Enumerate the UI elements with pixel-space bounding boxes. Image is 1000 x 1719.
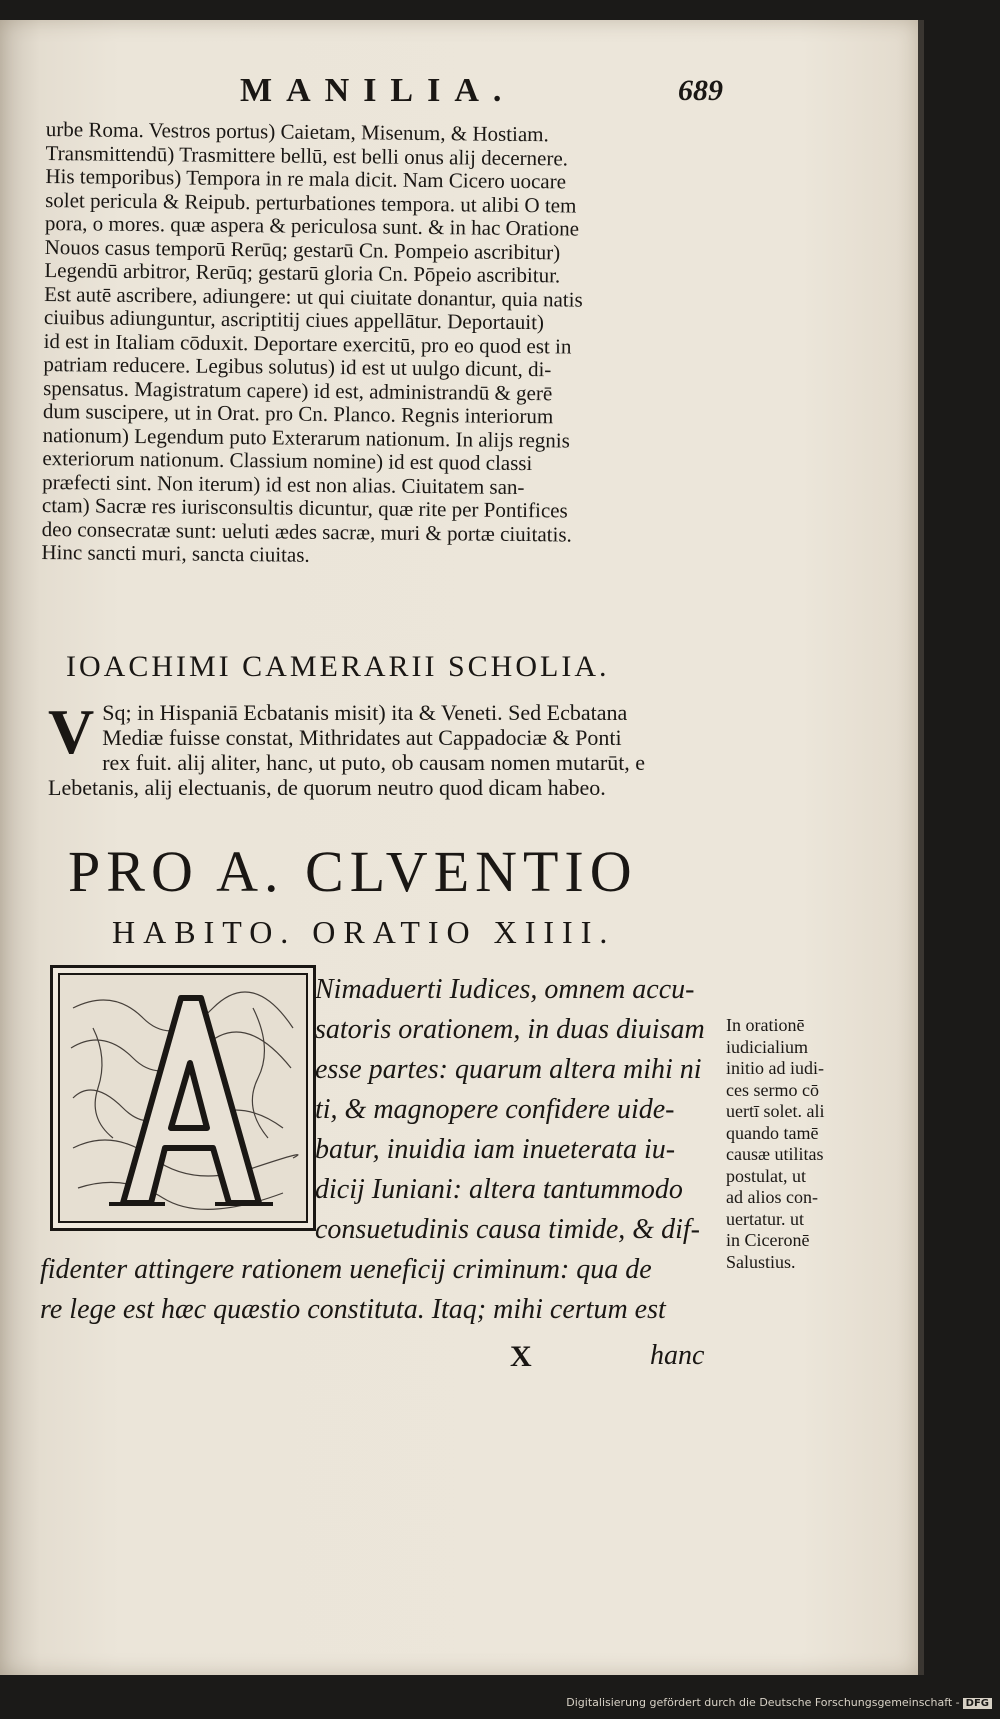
marginal-line: ces sermo cō	[726, 1079, 819, 1100]
page-header	[240, 72, 740, 112]
note-line: exteriorum nationum. Classium nomine) id est quod classi	[42, 445, 533, 476]
note-line: spensatus. Magistratum capere) id est, administrandū & gerē	[43, 375, 553, 405]
note-line: pora, o mores. quæ aspera & periculosa sunt. & in hac Oratione	[44, 210, 580, 241]
note-line: id est in Italiam cōduxit. Deportare exercitū, pro eo quod est in	[43, 328, 572, 359]
scholia-line: rex fuit. alij aliter, hanc, ut puto, ob causam nomen mutarūt, e	[102, 750, 646, 775]
woodcut-initial-a-icon	[50, 965, 316, 1231]
body-line: consuetudinis causa timide, & dif-	[315, 1214, 700, 1245]
note-line: solet pericula & Reipub. perturbationes tempora. ut alibi O tem	[45, 187, 577, 218]
signature-mark: X	[510, 1340, 532, 1373]
page-number: 689	[678, 74, 723, 107]
marginal-line: postulat, ut	[726, 1165, 806, 1186]
note-line: His temporibus) Tempora in re mala dicit. Nam Cicero uocare	[45, 163, 567, 194]
marginal-line: ad alios con-	[726, 1187, 818, 1207]
body-line: re lege est hæc quæstio constituta. Itaq; mihi certum est	[40, 1294, 666, 1325]
marginal-line: In orationē	[726, 1015, 805, 1035]
scholia-text	[48, 696, 738, 800]
body-line: dicij Iuniani: altera tantummodo	[315, 1174, 683, 1205]
scholia-line: Sq; in Hispaniā Ecbatanis misit) ita & Veneti. Sed Ecbatana	[102, 700, 628, 725]
body-line: Nimaduerti Iudices, omnem accu-	[315, 974, 695, 1005]
commentary-notes	[41, 118, 732, 572]
marginal-line: causæ utilitas	[726, 1144, 824, 1164]
scholia-line: Mediæ fuisse constat, Mithridates aut Cappadociæ & Ponti	[102, 725, 622, 750]
note-line: Transmittendū) Trasmittere bellū, est belli onus alij decernere.	[45, 140, 569, 170]
marginal-line: uertī solet. ali	[726, 1101, 825, 1121]
body-line: batur, inuidia iam inueterata iu-	[315, 1134, 676, 1165]
note-line: ciuibus adiunguntur, ascriptitij ciues appellātur. Deportauit)	[43, 304, 545, 335]
page-bottom-marks	[510, 1340, 750, 1380]
body-line: satoris orationem, in duas diuisam	[315, 1014, 705, 1045]
oration-subtitle: HABITO. ORATIO XIIII.	[112, 914, 616, 950]
note-line: Legendū arbitror, Rerūq; gestarū gloria Cn. Pōpeio ascribitur.	[44, 257, 561, 288]
note-line: deo consecratæ sunt: ueluti ædes sacræ, muri & portæ ciuitatis.	[41, 516, 572, 547]
dfg-logo-icon: DFG	[963, 1698, 992, 1709]
marginal-line: quando tamē	[726, 1122, 819, 1143]
body-line: esse partes: quarum altera mihi ni	[315, 1054, 702, 1085]
body-line: ti, & magnopere confidere uide-	[315, 1094, 675, 1125]
body-line: fidenter attingere rationem ueneficij criminum: qua de	[40, 1254, 652, 1285]
scholia-dropcap: V	[48, 696, 95, 767]
note-line: urbe Roma. Vestros portus) Caietam, Misenum, & Hostiam.	[45, 117, 549, 147]
scholia-line: Lebetanis, alij electuanis, de quorum neutro quod dicam habeo.	[48, 775, 606, 800]
oration-title: PRO A. CLVENTIO	[68, 839, 638, 904]
page-edge	[918, 20, 924, 1675]
note-line: Hinc sancti muri, sancta ciuitas.	[41, 539, 310, 567]
catchword: hanc	[650, 1340, 705, 1371]
note-line: nationum) Legendum puto Exterarum nationum. In alijs regnis	[42, 422, 571, 453]
oration-body-beside-initial	[315, 970, 725, 1250]
note-line: Est autē ascribere, adiungere: ut qui ciuitate donantur, quia natis	[44, 281, 583, 312]
marginal-note	[726, 1015, 896, 1273]
running-title: MANILIA.	[240, 72, 516, 109]
note-line: patriam reducere. Legibus solutus) id est ut uulgo dicunt, di-	[43, 351, 552, 382]
scholia-title: IOACHIMI CAMERARII SCHOLIA.	[66, 650, 610, 683]
marginal-line: initio ad iudi-	[726, 1058, 824, 1078]
marginal-line: Salustius.	[726, 1251, 796, 1272]
note-line: dum suscipere, ut in Orat. pro Cn. Planco. Regnis interiorum	[42, 398, 554, 429]
oration-body-full-width	[40, 1250, 730, 1330]
credit-text: Digitalisierung gefördert durch die Deutsche Forschungsgemeinschaft -	[566, 1696, 960, 1709]
marginal-line: iudicialium	[726, 1036, 808, 1057]
note-line: ctam) Sacræ res iurisconsultis dicuntur, quæ rite per Pontifices	[41, 492, 568, 523]
marginal-line: uertatur. ut	[726, 1208, 804, 1229]
digitization-credit	[566, 1696, 992, 1709]
note-line: Nouos casus temporū Rerūq; gestarū Cn. Pompeio ascribitur)	[44, 234, 561, 264]
note-line: præfecti sint. Non iterum) id est non alias. Ciuitatem san-	[42, 469, 525, 499]
marginal-line: in Ciceronē	[726, 1230, 810, 1250]
